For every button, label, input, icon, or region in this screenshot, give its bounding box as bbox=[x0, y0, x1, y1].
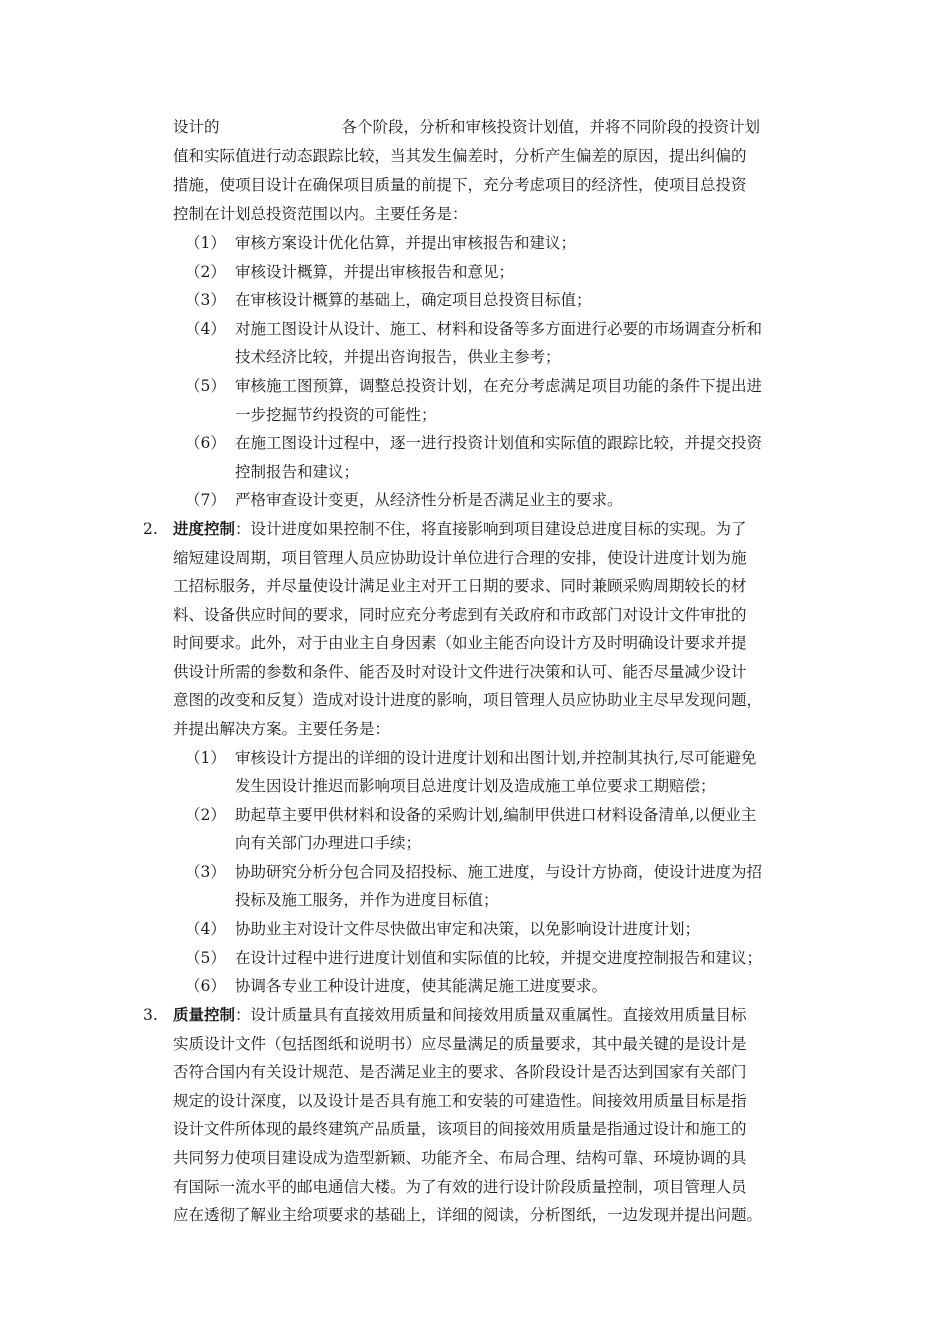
list-item-text: 在设计过程中进行进度计划值和实际值的比较，并提交进度控制报告和建议； bbox=[235, 949, 763, 967]
section-3-line: 实质设计文件（包括图纸和说明书）应尽量满足的质量要求，其中最关键的是设计是 bbox=[173, 1035, 747, 1053]
list-item-number: （3） bbox=[185, 863, 226, 881]
list-item-number: （1） bbox=[185, 234, 226, 252]
list-item-text: 协调各专业工种设计进度，使其能满足施工进度要求。 bbox=[235, 977, 608, 995]
list-item-number: （2） bbox=[185, 806, 226, 824]
intro-line: 措施，使项目设计在确保项目质量的前提下，充分考虑项目的经济性，使项目总投资 bbox=[173, 176, 747, 194]
list-item-text: 审核施工图预算，调整总投资计划，在充分考虑满足项目功能的条件下提出进 bbox=[235, 377, 763, 395]
section-2-heading: 进度控制 bbox=[173, 519, 236, 538]
list-item-text: 投标及施工服务，并作为进度目标值； bbox=[235, 891, 499, 909]
list-item-text: 协助研究分析分包合同及招投标、施工进度，与设计方协商，使设计进度为招 bbox=[235, 863, 763, 881]
list-item-text: 在审核设计概算的基础上，确定项目总投资目标值； bbox=[235, 291, 592, 309]
section-3-line: 否符合国内有关设计规范、是否满足业主的要求、各阶段设计是否达到国家有关部门 bbox=[173, 1063, 747, 1081]
list-item-number: （2） bbox=[185, 263, 226, 281]
list-item-text: 在施工图设计过程中，逐一进行投资计划值和实际值的跟踪比较，并提交投资 bbox=[235, 434, 763, 452]
list-item-text: 向有关部门办理进口手续； bbox=[235, 834, 422, 852]
intro-line: 控制在计划总投资范围以内。主要任务是： bbox=[173, 205, 468, 223]
section-3-first-line-text: 设计质量具有直接效用质量和间接效用质量双重属性。直接效用质量目标 bbox=[250, 1006, 747, 1024]
section-2-line: 缩短建设周期，项目管理人员应协助设计单位进行合理的安排，使设计进度计划为施 bbox=[173, 549, 747, 567]
intro-line: 值和实际值进行动态跟踪比较，当其发生偏差时，分析产生偏差的原因，提出纠偏的 bbox=[173, 147, 747, 165]
section-2-line: 工招标服务，并尽量使设计满足业主对开工日期的要求、同时兼顾采购周期较长的材 bbox=[173, 577, 747, 595]
section-2-number: 2. bbox=[143, 520, 158, 538]
list-item-number: （5） bbox=[185, 377, 226, 395]
intro-line-1-end: 各个阶段，分析和审核投资计划值，并将不同阶段的投资计划 bbox=[341, 118, 761, 136]
section-3-heading: 质量控制 bbox=[173, 1005, 236, 1024]
list-item-number: （4） bbox=[185, 920, 226, 938]
list-item-number: （6） bbox=[185, 977, 226, 995]
list-item-text: 严格审查设计变更，从经济性分析是否满足业主的要求。 bbox=[235, 491, 623, 509]
section-3-colon: ： bbox=[235, 1006, 251, 1024]
list-item-text: 协助业主对设计文件尽快做出审定和决策，以免影响设计进度计划； bbox=[235, 920, 701, 938]
intro-line-1-start: 设计的 bbox=[173, 118, 220, 136]
list-item-number: （7） bbox=[185, 491, 226, 509]
section-2-line: 时间要求。此外，对于由业主自身因素（如业主能否向设计方及时明确设计要求并提 bbox=[173, 634, 747, 652]
list-item-number: （3） bbox=[185, 291, 226, 309]
section-2-line: 料、设备供应时间的要求，同时应充分考虑到有关政府和市政部门对设计文件审批的 bbox=[173, 606, 747, 624]
list-item-text: 对施工图设计从设计、施工、材料和设备等多方面进行必要的市场调查分析和 bbox=[235, 320, 763, 338]
section-2-line: 并提出解决方案。主要任务是： bbox=[173, 720, 391, 738]
section-2-colon: ： bbox=[235, 520, 251, 538]
list-item-text: 助起草主要甲供材料和设备的采购计划,编制甲供进口材料设备清单,以便业主 bbox=[235, 806, 757, 824]
section-2-first-line bbox=[173, 519, 823, 539]
list-item-text: 审核设计概算，并提出审核报告和意见； bbox=[235, 263, 515, 281]
section-3-line: 有国际一流水平的邮电通信大楼。为了有效的进行设计阶段质量控制，项目管理人员 bbox=[173, 1178, 747, 1196]
section-2-line: 供设计所需的参数和条件、能否及时对设计文件进行决策和认可、能否尽量减少设计 bbox=[173, 663, 747, 681]
list-item-text: 技术经济比较，并提出咨询报告，供业主参考； bbox=[235, 348, 561, 366]
section-3-first-line bbox=[173, 1005, 823, 1025]
list-item-text: 审核方案设计优化估算，并提出审核报告和建议； bbox=[235, 234, 577, 252]
list-item-number: （4） bbox=[185, 320, 226, 338]
section-3-line: 设计文件所体现的最终建筑产品质量，该项目的间接效用质量是指通过设计和施工的 bbox=[173, 1120, 747, 1138]
section-3-line: 共同努力使项目建设成为造型新颖、功能齐全、布局合理、结构可靠、环境协调的具 bbox=[173, 1149, 747, 1167]
section-2-first-line-text: 设计进度如果控制不住，将直接影响到项目建设总进度目标的实现。为了 bbox=[250, 520, 747, 538]
list-item-text: 审核设计方提出的详细的设计进度计划和出图计划,并控制其执行,尽可能避免 bbox=[235, 749, 757, 767]
intro-line-1 bbox=[173, 117, 823, 137]
list-item-text: 一步挖掘节约投资的可能性； bbox=[235, 406, 437, 424]
list-item-number: （6） bbox=[185, 434, 226, 452]
section-2-line: 意图的改变和反复）造成对设计进度的影响，项目管理人员应协助业主尽早发现问题， bbox=[173, 691, 763, 709]
section-3-line: 应在透彻了解业主给项要求的基础上，详细的阅读，分析图纸，一边发现并提出问题。 bbox=[173, 1206, 763, 1224]
list-item-number: （5） bbox=[185, 949, 226, 967]
list-item-text: 控制报告和建议； bbox=[235, 463, 360, 481]
list-item-text: 发生因设计推迟而影响项目总进度计划及造成施工单位要求工期赔偿； bbox=[235, 777, 716, 795]
section-3-line: 规定的设计深度，以及设计是否具有施工和安装的可建造性。间接效用质量目标是指 bbox=[173, 1092, 747, 1110]
section-3-number: 3. bbox=[143, 1006, 158, 1024]
list-item-number: （1） bbox=[185, 749, 226, 767]
